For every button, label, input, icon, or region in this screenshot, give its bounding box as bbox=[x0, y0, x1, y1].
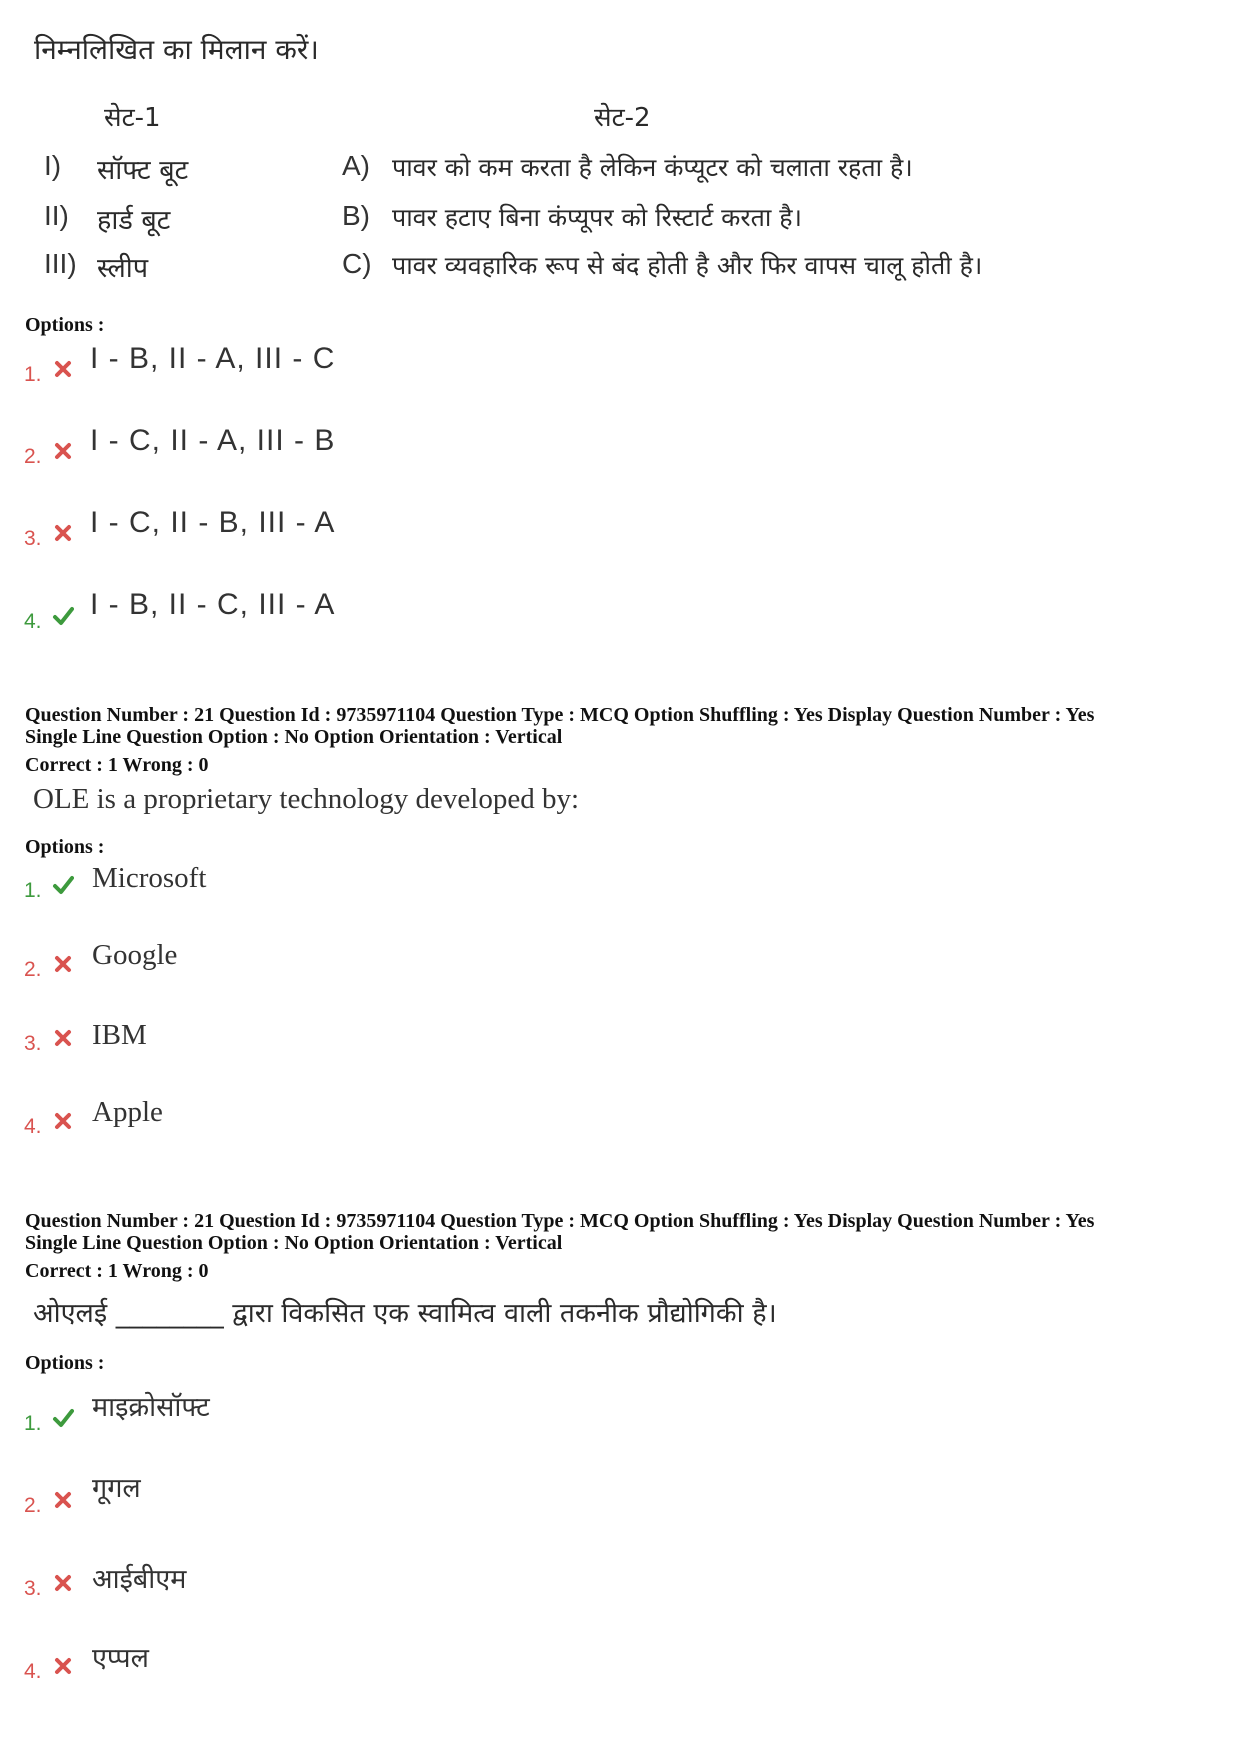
option-number: 2. bbox=[24, 445, 42, 468]
option-number: 4. bbox=[24, 1660, 42, 1683]
set1-label: II) bbox=[44, 200, 69, 231]
set2-item: पावर हटाए बिना कंप्यूपर को रिस्टार्ट करता है। bbox=[392, 203, 803, 232]
option-number: 2. bbox=[24, 1494, 42, 1517]
question-meta: Single Line Question Option : No Option Orientation : Vertical bbox=[25, 1232, 563, 1254]
set1-label: I) bbox=[44, 150, 62, 181]
cross-icon bbox=[52, 1489, 74, 1511]
set1-item: हार्ड बूट bbox=[97, 205, 171, 236]
question-text: ओएलई ________ द्वारा विकसित एक स्वामित्व वाली तकनीक प्रौद्योगिकी है। bbox=[33, 1298, 777, 1329]
option-number: 4. bbox=[24, 1115, 42, 1138]
option-text[interactable]: Google bbox=[92, 939, 178, 971]
cross-icon bbox=[52, 1027, 74, 1049]
check-icon bbox=[52, 605, 74, 627]
option-text[interactable]: I - B, II - A, III - C bbox=[90, 342, 336, 375]
option-text[interactable]: Microsoft bbox=[92, 862, 207, 894]
option-number: 1. bbox=[24, 1412, 42, 1435]
question-meta: Question Number : 21 Question Id : 9735971104 Question Type : MCQ Option Shuffling : Yes Display Question Number : Yes bbox=[25, 1210, 1095, 1232]
check-icon bbox=[52, 874, 74, 896]
option-text[interactable]: गूगल bbox=[92, 1473, 141, 1504]
option-text[interactable]: I - B, II - C, III - A bbox=[90, 588, 336, 621]
options-label: Options : bbox=[25, 1352, 105, 1374]
options-label: Options : bbox=[25, 314, 105, 336]
option-text[interactable]: आईबीएम bbox=[92, 1564, 187, 1595]
option-text[interactable]: I - C, II - A, III - B bbox=[90, 424, 336, 457]
set2-item: पावर व्यवहारिक रूप से बंद होती है और फिर वापस चालू होती है। bbox=[392, 251, 983, 280]
set1-item: सॉफ्ट बूट bbox=[97, 155, 189, 186]
option-text[interactable]: माइक्रोसॉफ्ट bbox=[92, 1392, 210, 1423]
set2-item: पावर को कम करता है लेकिन कंप्यूटर को चलाता रहता है। bbox=[392, 153, 913, 182]
question-meta: Question Number : 21 Question Id : 9735971104 Question Type : MCQ Option Shuffling : Yes Display Question Number : Yes bbox=[25, 704, 1095, 726]
option-number: 3. bbox=[24, 1577, 42, 1600]
set1-item: स्लीप bbox=[97, 253, 149, 284]
set2-label: B) bbox=[342, 200, 370, 231]
option-text[interactable]: एप्पल bbox=[92, 1643, 149, 1674]
option-number: 3. bbox=[24, 1032, 42, 1055]
cross-icon bbox=[52, 953, 74, 975]
cross-icon bbox=[52, 1110, 74, 1132]
option-text[interactable]: I - C, II - B, III - A bbox=[90, 506, 336, 539]
option-text[interactable]: Apple bbox=[92, 1096, 163, 1128]
cross-icon bbox=[52, 522, 74, 544]
options-label: Options : bbox=[25, 836, 105, 858]
marks-info: Correct : 1 Wrong : 0 bbox=[25, 1260, 209, 1282]
option-number: 4. bbox=[24, 610, 42, 633]
cross-icon bbox=[52, 1655, 74, 1677]
cross-icon bbox=[52, 1572, 74, 1594]
cross-icon bbox=[52, 358, 74, 380]
set1-label: III) bbox=[44, 248, 77, 279]
cross-icon bbox=[52, 440, 74, 462]
question-text: OLE is a proprietary technology developed by: bbox=[33, 783, 580, 815]
option-number: 3. bbox=[24, 527, 42, 550]
marks-info: Correct : 1 Wrong : 0 bbox=[25, 754, 209, 776]
set2-header: सेट-2 bbox=[594, 103, 651, 133]
question-meta: Single Line Question Option : No Option Orientation : Vertical bbox=[25, 726, 563, 748]
set2-label: C) bbox=[342, 248, 372, 279]
set1-header: सेट-1 bbox=[104, 103, 161, 133]
set2-label: A) bbox=[342, 150, 370, 181]
q20-prompt: निम्नलिखित का मिलान करें। bbox=[34, 33, 319, 66]
option-number: 1. bbox=[24, 879, 42, 902]
option-text[interactable]: IBM bbox=[92, 1019, 147, 1051]
option-number: 2. bbox=[24, 958, 42, 981]
check-icon bbox=[52, 1407, 74, 1429]
option-number: 1. bbox=[24, 363, 42, 386]
